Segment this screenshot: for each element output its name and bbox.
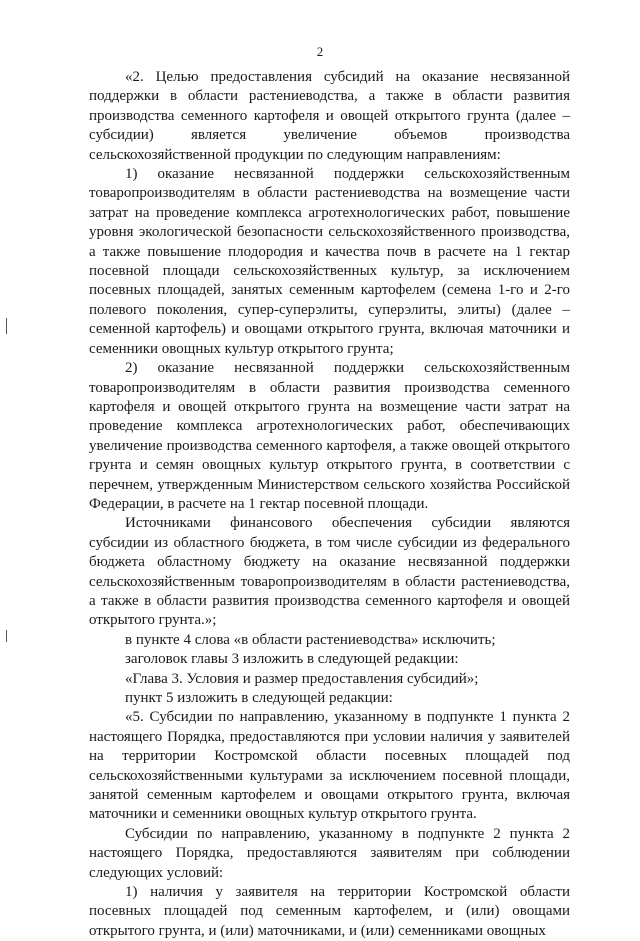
paragraph-clause-5: «5. Субсидии по направлению, указанному в подпункте 1 пункта 2 настоящего Порядка, предоставляются при условии наличия у заявителей на территории Костромской области посевных площадей под сельскохозяйственными культурами за исключением посевной площади, занятой семенным картофелем и овощами открытого грунта, включая маточники и семенники овощных культур открытого грунта. bbox=[89, 709, 570, 823]
paragraph-direction-2-conditions: Субсидии по направлению, указанному в подпункте 2 пункта 2 настоящего Порядка, предоставляются заявителям при соблюдении следующих условий: bbox=[89, 825, 570, 881]
scan-edge-mark bbox=[6, 630, 7, 642]
paragraph-funding-sources: Источниками финансового обеспечения субсидии являются субсидии из областного бюджета, в том числе субсидии из федерального бюджета областному бюджету на оказание несвязанной поддержки сельскохозяйственным товаропроизводителям в области растениеводства, а также в области развития производства семенного картофеля и овощей открытого грунта.»; bbox=[89, 515, 570, 629]
paragraph-amendment-chapter-3: заголовок главы 3 изложить в следующей редакции: bbox=[125, 651, 459, 668]
scan-edge-mark bbox=[6, 318, 7, 334]
page-number: 2 bbox=[316, 44, 324, 59]
paragraph-clause-2: «2. Целью предоставления субсидий на оказание несвязанной поддержки в области растениеводства, а также в области развития производства семенного картофеля и овощей открытого грунта (далее – субсидии) является увеличение объемов производства сельскохозяйственной продукции по следующим направлениям: bbox=[89, 69, 570, 163]
paragraph-amendment-point-5: пункт 5 изложить в следующей редакции: bbox=[125, 690, 393, 706]
paragraph-amendment-point-4: в пункте 4 слова «в области растениеводства» исключить; bbox=[125, 631, 496, 648]
document-body bbox=[89, 68, 570, 941]
paragraph-direction-2: 2) оказание несвязанной поддержки сельскохозяйственным товаропроизводителям в области развития производства семенного картофеля и овощей открытого грунта на возмещение части затрат на проведение комплекса агротехнологических работ, обеспечивающих увеличение производства семенного картофеля, а также овощей открытого грунта и семян овощных культур открытого грунта, в соответствии с перечнем, утвержденным Министерством сельского хозяйства Российской Федерации, в расчете на 1 гектар посевной площади. bbox=[89, 360, 570, 512]
paragraph-condition-1: 1) наличия у заявителя на территории Костромской области посевных площадей под семенным картофелем, и (или) овощами открытого грунта, и (или) маточниками, и (или) семенниками овощных bbox=[89, 884, 570, 939]
paragraph-chapter-3-title: «Глава 3. Условия и размер предоставления субсидий»; bbox=[125, 670, 479, 687]
paragraph-direction-1: 1) оказание несвязанной поддержки сельскохозяйственным товаропроизводителям в области растениеводства на возмещение части затрат на проведение комплекса агротехнологических работ, повышение уровня экологической безопасности сельскохозяйственного производства, а также повышение плодородия и качества почв в расчете на 1 гектар посевной площади сельскохозяйственных культур, за исключением посевных площадей, занятых семенным картофелем (семена 1-го и 2-го полевого поколения, супер-суперэлиты, суперэлиты, элиты) (далее – семенной картофель) и овощами открытого грунта, включая маточники и семенники овощных культур открытого грунта; bbox=[89, 166, 570, 357]
